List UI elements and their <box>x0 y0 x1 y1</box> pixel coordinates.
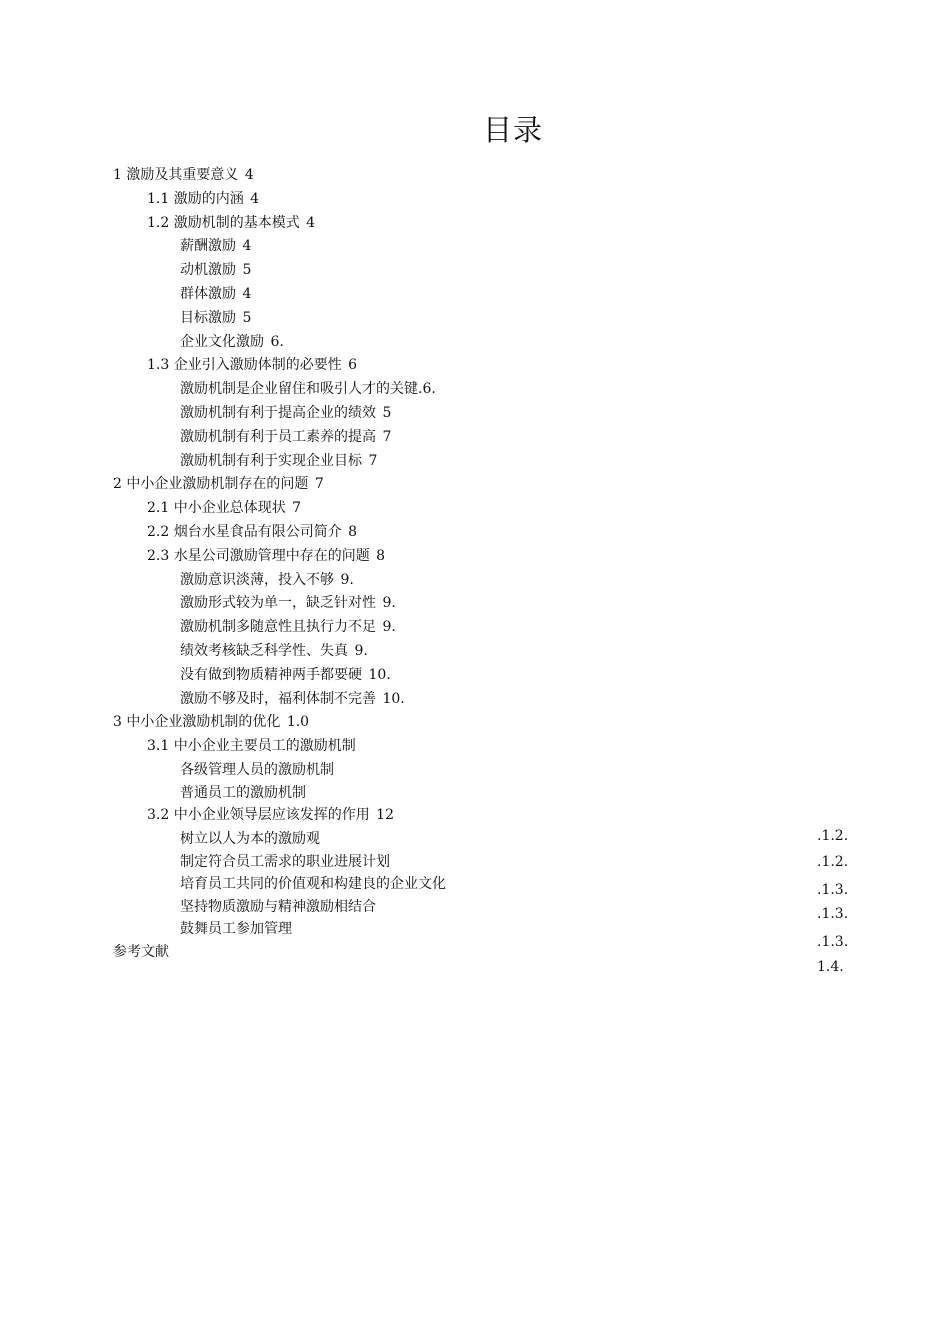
toc-entry-text: 激励机制是企业留住和吸引人才的关键 <box>180 381 418 398</box>
toc-entry[interactable] <box>113 735 773 759</box>
toc-entry[interactable] <box>113 259 773 283</box>
toc-entry-page: 7 <box>292 500 302 517</box>
toc-entry-page: 5 <box>242 262 252 279</box>
toc-entry-text: 3 中小企业激励机制的优化 <box>113 714 281 731</box>
toc-entry[interactable] <box>113 426 773 450</box>
toc-entry-page: 4 <box>242 285 252 302</box>
toc-entry[interactable] <box>113 711 773 735</box>
toc-entry-page: 12 <box>376 807 394 824</box>
toc-entry-page: .6. <box>418 381 436 398</box>
toc-entry-text: 激励形式较为单一，缺乏针对性 <box>180 595 376 612</box>
toc-entry-text: 目标激励 <box>180 309 236 326</box>
toc-right-page-number: .1.3. <box>817 882 849 898</box>
toc-entry[interactable] <box>113 307 773 331</box>
toc-entry[interactable] <box>113 896 773 919</box>
toc-entry-text: 激励机制多随意性且执行力不足 <box>180 619 376 636</box>
toc-entry-text: 各级管理人员的激励机制 <box>180 761 334 778</box>
toc-entry[interactable] <box>113 941 773 965</box>
toc-entry[interactable] <box>113 640 773 664</box>
toc-entry[interactable] <box>113 873 773 896</box>
toc-entry[interactable] <box>113 592 773 616</box>
toc-entry-text: 1 激励及其重要意义 <box>113 167 239 183</box>
toc-entry[interactable] <box>113 569 773 593</box>
toc-entry-page: 4 <box>250 190 260 207</box>
toc-entry-page: 7 <box>368 452 378 469</box>
toc-entry-text: 群体激励 <box>180 285 236 302</box>
toc-entry[interactable] <box>113 521 773 545</box>
toc-entry-text: 激励机制有利于提高企业的绩效 <box>180 404 376 421</box>
toc-entry-text: 2.1 中小企业总体现状 <box>147 500 286 517</box>
toc-right-page-number: .1.3. <box>817 906 849 922</box>
toc-entry[interactable] <box>113 402 773 426</box>
toc-entry-text: 参考文献 <box>113 943 169 960</box>
toc-entry-text: 企业文化激励 <box>180 333 264 350</box>
toc-entry-page: 4 <box>242 238 252 255</box>
toc-entry-page: 4 <box>306 214 316 231</box>
toc-entry-page: 4 <box>244 167 254 183</box>
toc-entry[interactable] <box>113 473 773 497</box>
toc-entry[interactable] <box>113 664 773 688</box>
toc-entry[interactable] <box>113 782 773 805</box>
toc-entry-page: 8 <box>376 547 386 564</box>
toc-entry-text: 激励机制有利于实现企业目标 <box>180 452 362 469</box>
toc-entry-page: 1.0 <box>286 714 310 731</box>
toc-entry-text: 坚持物质激励与精神激励相结合 <box>180 898 376 915</box>
toc-entry-page: 7 <box>382 428 392 445</box>
toc-entry[interactable] <box>113 378 773 402</box>
toc-entry-page: 9. <box>382 595 396 612</box>
toc-entry[interactable] <box>113 804 773 828</box>
toc-entry-text: 2.3 水星公司激励管理中存在的问题 <box>147 547 370 564</box>
toc-entry[interactable] <box>113 235 773 259</box>
toc-entry-text: 培育员工共同的价值观和构建良的企业文化 <box>180 876 446 893</box>
toc-entry-text: 绩效考核缺乏科学性、失真 <box>180 642 348 659</box>
toc-entry[interactable] <box>113 759 773 782</box>
toc-entry-text: 2.2 烟台水星食品有限公司简介 <box>147 523 342 540</box>
toc-entry[interactable] <box>113 497 773 521</box>
toc-entry-text: 1.3 企业引入激励体制的必要性 <box>147 357 342 374</box>
toc-entry-text: 3.1 中小企业主要员工的激励机制 <box>147 738 356 755</box>
toc-entry-page: 5 <box>382 404 392 421</box>
toc-entry-page: 10. <box>382 690 405 707</box>
toc-entry-text: 制定符合员工需求的职业进展计划 <box>180 853 390 870</box>
toc-entry-page: 10. <box>368 666 391 683</box>
page-title: 目录 <box>482 113 543 147</box>
toc-entry[interactable] <box>113 354 773 378</box>
toc-entry-text: 树立以人为本的激励观 <box>180 830 320 847</box>
toc-entry-text: 2 中小企业激励机制存在的问题 <box>113 476 309 493</box>
toc-entry[interactable] <box>113 212 773 236</box>
toc-entry-page: 9. <box>382 619 396 636</box>
toc-right-page-number: .1.2. <box>817 828 849 844</box>
toc-entry-page: 9. <box>354 642 368 659</box>
toc-entry-text: 激励机制有利于员工素养的提高 <box>180 428 376 445</box>
toc-entry[interactable] <box>113 188 773 212</box>
toc-entry-text: 没有做到物质精神两手都要硬 <box>180 666 362 683</box>
toc-entry[interactable] <box>113 828 773 851</box>
toc-entry-text: 鼓舞员工参加管理 <box>180 921 292 938</box>
toc-entry-text: 1.1 激励的内涵 <box>147 190 244 207</box>
toc-entry[interactable] <box>113 283 773 307</box>
toc-entry-text: 激励不够及时，福利体制不完善 <box>180 690 376 707</box>
toc-entry-page: 6. <box>270 333 284 350</box>
toc-entry[interactable] <box>113 851 773 874</box>
toc-entry-text: 普通员工的激励机制 <box>180 784 306 801</box>
toc-list <box>113 164 773 965</box>
toc-entry[interactable] <box>113 450 773 474</box>
toc-entry-page: 6 <box>348 357 358 374</box>
toc-entry-page: 8 <box>348 523 358 540</box>
toc-entry-text: 动机激励 <box>180 262 236 279</box>
toc-entry-text: 3.2 中小企业领导层应该发挥的作用 <box>147 807 370 824</box>
toc-entry-text: 1.2 激励机制的基本模式 <box>147 214 300 231</box>
toc-entry[interactable] <box>113 688 773 712</box>
toc-entry-page: 5 <box>242 309 252 326</box>
toc-entry-text: 激励意识淡薄，投入不够 <box>180 571 334 588</box>
toc-entry-page: 7 <box>314 476 324 493</box>
toc-right-page-number: 1.4. <box>817 959 844 975</box>
toc-right-page-number: .1.2. <box>817 854 849 870</box>
toc-entry[interactable] <box>113 918 773 941</box>
toc-entry-page: 9. <box>340 571 354 588</box>
toc-entry[interactable] <box>113 616 773 640</box>
toc-entry[interactable] <box>113 331 773 355</box>
toc-entry[interactable] <box>113 545 773 569</box>
toc-entry-text: 薪酬激励 <box>180 238 236 255</box>
toc-right-page-number: .1.3. <box>817 934 849 950</box>
toc-entry[interactable] <box>113 164 773 188</box>
